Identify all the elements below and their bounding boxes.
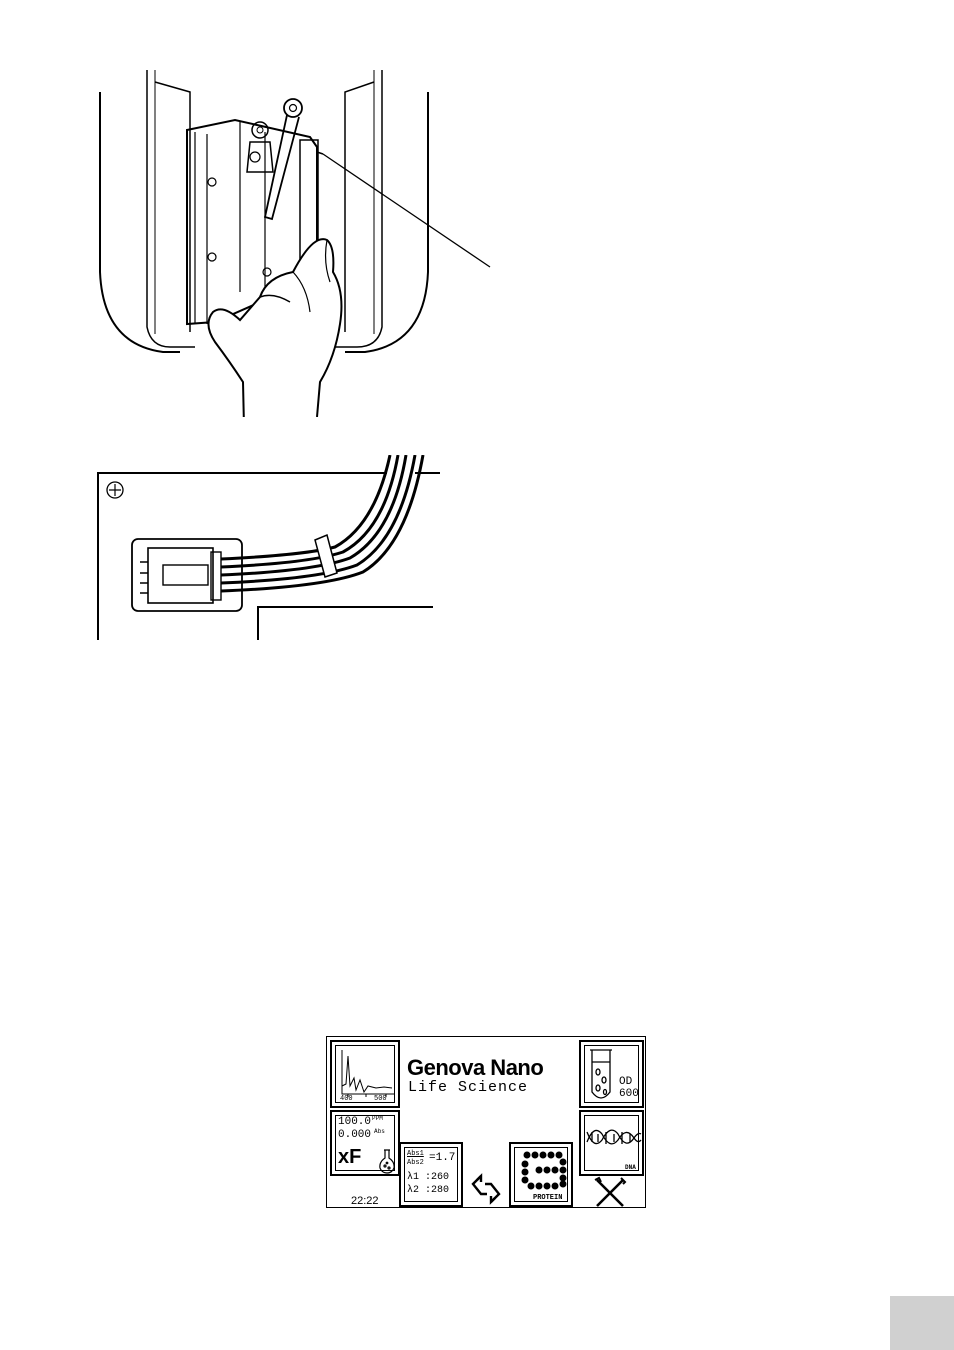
spectrum-icon [335,1045,395,1103]
od-wavelength: 600 [619,1088,639,1100]
lambda1-value: λ1 :260 [407,1172,450,1183]
spectrum-tick-400: 400 [340,1095,353,1103]
spectrum-tick-500: 500 [374,1095,387,1103]
dna-tile[interactable] [579,1110,644,1176]
connector-board-illustration [95,455,445,645]
dna-label: DNA [625,1164,636,1171]
factor-label: xF [338,1146,362,1168]
flask-icon [378,1148,396,1174]
absorbance-value: 0.000 [338,1129,372,1141]
od600-tile[interactable] [579,1040,644,1108]
spectrum-tile[interactable] [330,1040,400,1108]
ratio-value: =1.7 [429,1152,456,1164]
refresh-icon[interactable] [469,1172,503,1206]
dna-helix-icon [586,1120,642,1160]
lambda2-value: λ2 :280 [407,1185,450,1196]
brand-title: Genova Nano [407,1055,544,1080]
ratio-numerator: Abs1 [407,1150,424,1158]
protein-tile[interactable] [509,1142,573,1207]
brand-subtitle: Life Science [408,1079,529,1096]
instrument-home-screen [326,1036,646,1208]
protein-label: PROTEIN [533,1194,563,1202]
absorbance-unit: Abs [374,1128,385,1135]
concentration-tile[interactable] [330,1110,400,1176]
concentration-value: 100.0 [338,1116,372,1128]
concentration-unit: PPM [372,1115,383,1122]
test-tube-icon [588,1048,614,1104]
ratio-denominator: Abs2 [407,1159,424,1167]
ratio-tile[interactable] [399,1142,463,1207]
tools-icon[interactable] [593,1176,627,1208]
od-label: OD [619,1076,633,1088]
clock-display: 22:22 [351,1195,379,1207]
protein-icon [517,1150,571,1194]
page-tab [890,1296,954,1350]
instrument-lamp-illustration [95,62,505,417]
